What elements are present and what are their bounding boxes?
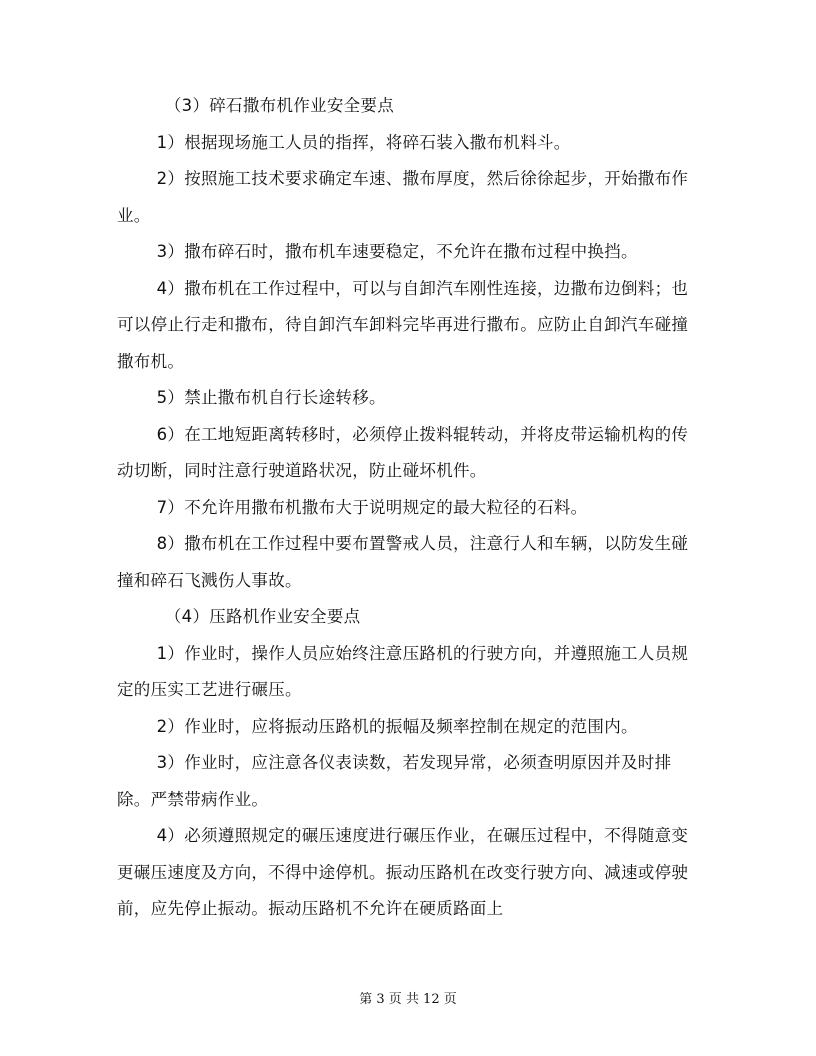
paragraph: 1）作业时，操作人员应始终注意压路机的行驶方向，并遵照施工人员规定的压实工艺进行碾压。	[117, 643, 689, 699]
paragraph: 3）作业时，应注意各仪表读数，若发现异常，必须查明原因并及时排除。严禁带病作业。	[117, 753, 672, 809]
paragraph: 8）撒布机在工作过程中要布置警戒人员，注意行人和车辆，以防发生碰撞和碎石飞溅伤人事故。	[117, 534, 689, 590]
paragraph: 6）在工地短距离转移时，必须停止拨料辊转动，并将皮带运输机构的传动切断，同时注意行驶道路状况，防止碰坏机件。	[117, 424, 689, 480]
page-footer: 第 3 页 共 12 页	[359, 992, 457, 1007]
paragraph: 2）按照施工技术要求确定车速、撒布厚度，然后徐徐起步，开始撒布作业。	[117, 169, 689, 225]
paragraph: 5）禁止撒布机自行长途转移。	[156, 388, 386, 407]
section-heading: （4）压路机作业安全要点	[164, 607, 361, 626]
paragraph: 2）作业时，应将振动压路机的振幅及频率控制在规定的范围内。	[156, 716, 638, 736]
paragraph: 1）根据现场施工人员的指挥，将碎石装入撒布机料斗。	[156, 132, 571, 152]
paragraph: 4）必须遵照规定的碾压速度进行碾压作业，在碾压过程中，不得随意变更碾压速度及方向，不得中途停机。振动压路机在改变行驶方向、减速或停驶前，应先停止振动。振动压路机不允许在硬质路面上	[117, 826, 689, 918]
document-body	[117, 88, 699, 928]
paragraph: 7）不允许用撒布机撒布大于说明规定的最大粒径的石料。	[156, 497, 588, 517]
paragraph: 3）撒布碎石时，撒布机车速要稳定，不允许在撒布过程中换挡。	[156, 242, 638, 261]
paragraph: 4）撒布机在工作过程中，可以与自卸汽车刚性连接，边撒布边倒料；也可以停止行走和撒布，待自卸汽车卸料完毕再进行撒布。应防止自卸汽车碰撞撒布机。	[117, 278, 689, 371]
section-heading: （3）碎石撒布机作业安全要点	[164, 96, 395, 115]
